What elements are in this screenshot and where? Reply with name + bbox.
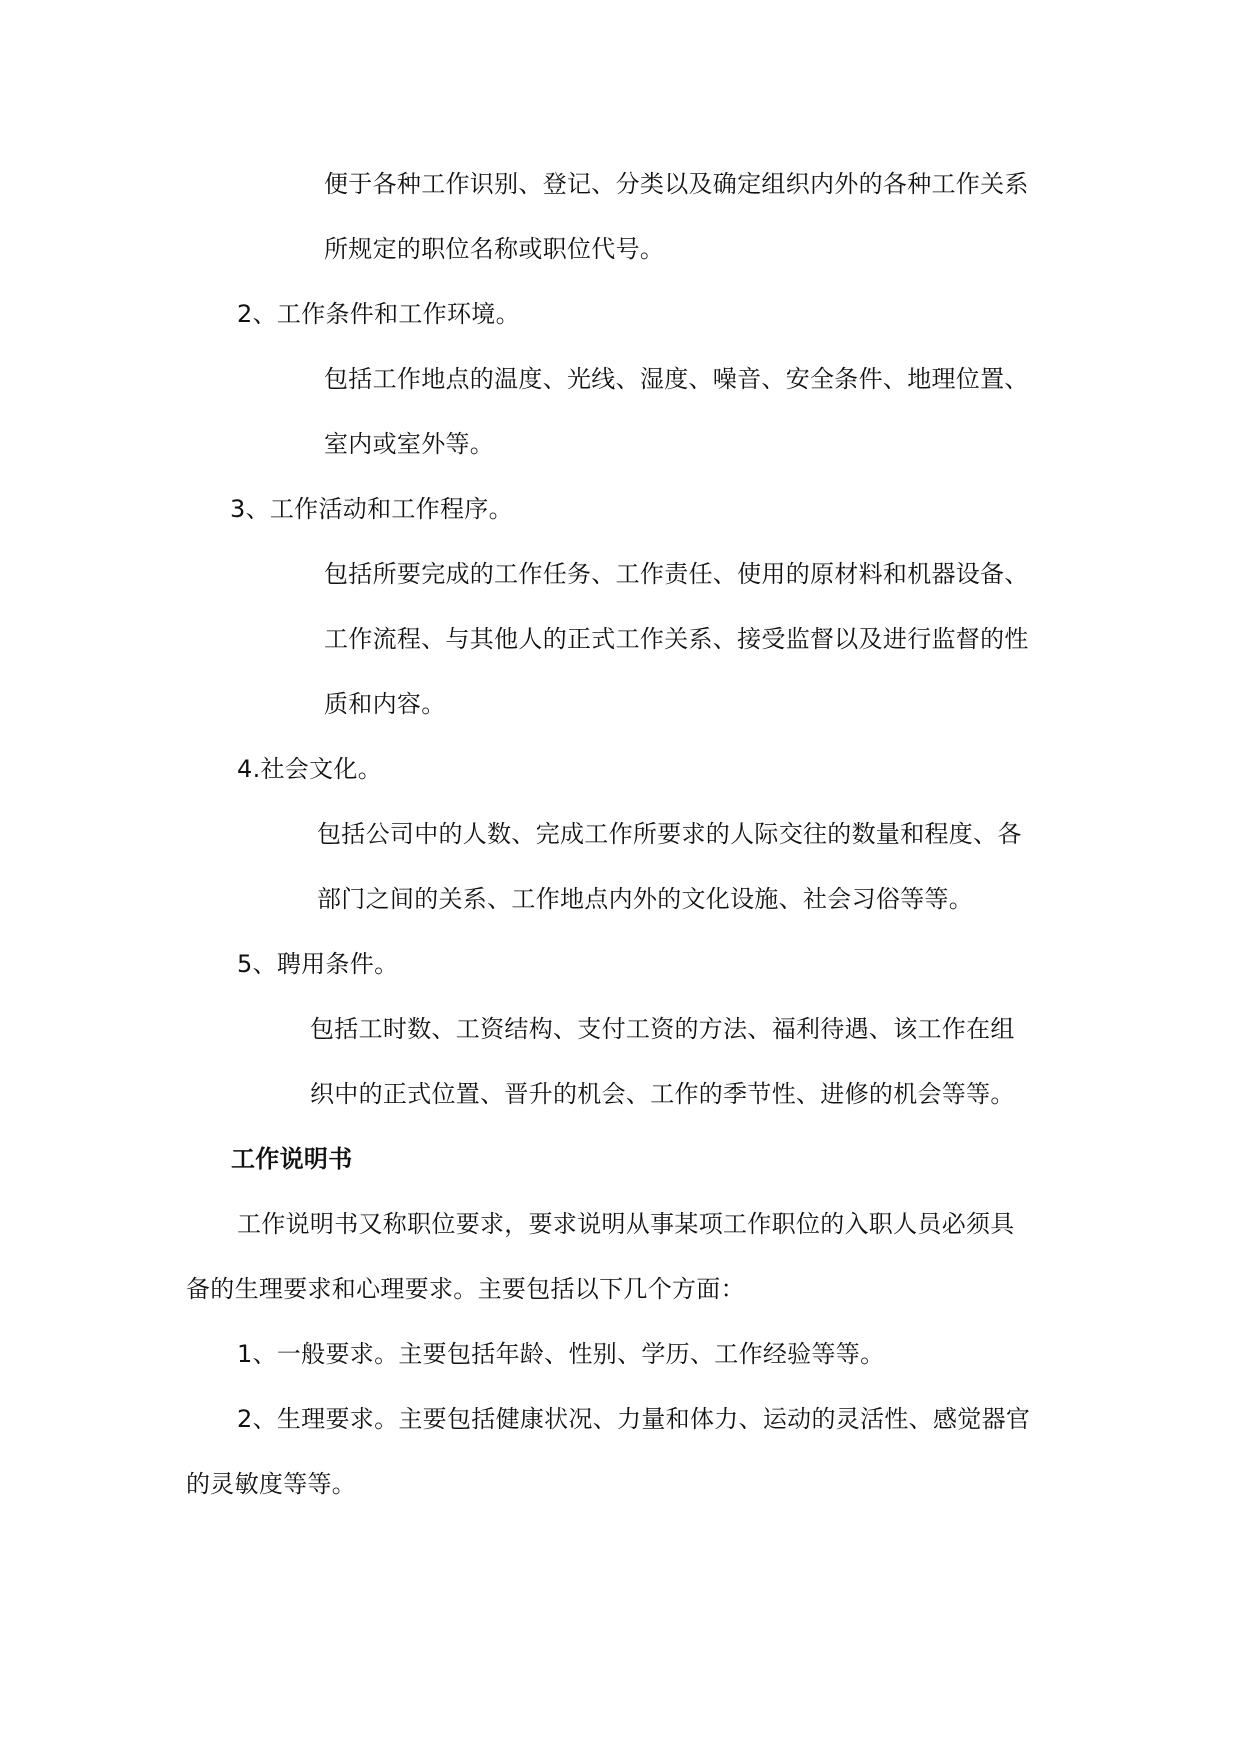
list-item-heading: 5、聘用条件。 — [237, 950, 399, 978]
paragraph-line: 便于各种工作识别、登记、分类以及确定组织内外的各种工作关系 — [324, 170, 1029, 198]
list-item-heading: 3、工作活动和工作程序。 — [230, 495, 513, 523]
paragraph-line: 2、生理要求。主要包括健康状况、力量和体力、运动的灵活性、感觉器官 — [237, 1405, 1031, 1433]
paragraph-line: 工作说明书又称职位要求，要求说明从事某项工作职位的入职人员必须具 — [237, 1210, 1015, 1238]
paragraph-line: 包括公司中的人数、完成工作所要求的人际交往的数量和程度、各 — [317, 820, 1022, 848]
list-item-heading: 2、工作条件和工作环境。 — [237, 300, 520, 328]
paragraph-line: 织中的正式位置、晋升的机会、工作的季节性、进修的机会等等。 — [310, 1080, 1015, 1108]
paragraph-line: 部门之间的关系、工作地点内外的文化设施、社会习俗等等。 — [317, 885, 974, 913]
paragraph-line: 1、一般要求。主要包括年龄、性别、学历、工作经验等等。 — [237, 1340, 885, 1368]
paragraph-line: 包括工作地点的温度、光线、湿度、噪音、安全条件、地理位置、 — [324, 365, 1029, 393]
paragraph-line: 包括所要完成的工作任务、工作责任、使用的原材料和机器设备、 — [324, 560, 1029, 588]
section-heading: 工作说明书 — [231, 1145, 353, 1173]
paragraph-line: 备的生理要求和心理要求。主要包括以下几个方面： — [186, 1275, 745, 1303]
paragraph-line: 的灵敏度等等。 — [186, 1470, 357, 1498]
list-item-heading: 4.社会文化。 — [237, 755, 382, 783]
paragraph-line: 工作流程、与其他人的正式工作关系、接受监督以及进行监督的性 — [324, 625, 1029, 653]
paragraph-line: 室内或室外等。 — [324, 430, 495, 458]
paragraph-line: 所规定的职位名称或职位代号。 — [324, 235, 665, 263]
paragraph-line: 包括工时数、工资结构、支付工资的方法、福利待遇、该工作在组 — [310, 1015, 1015, 1043]
paragraph-line: 质和内容。 — [324, 690, 446, 718]
